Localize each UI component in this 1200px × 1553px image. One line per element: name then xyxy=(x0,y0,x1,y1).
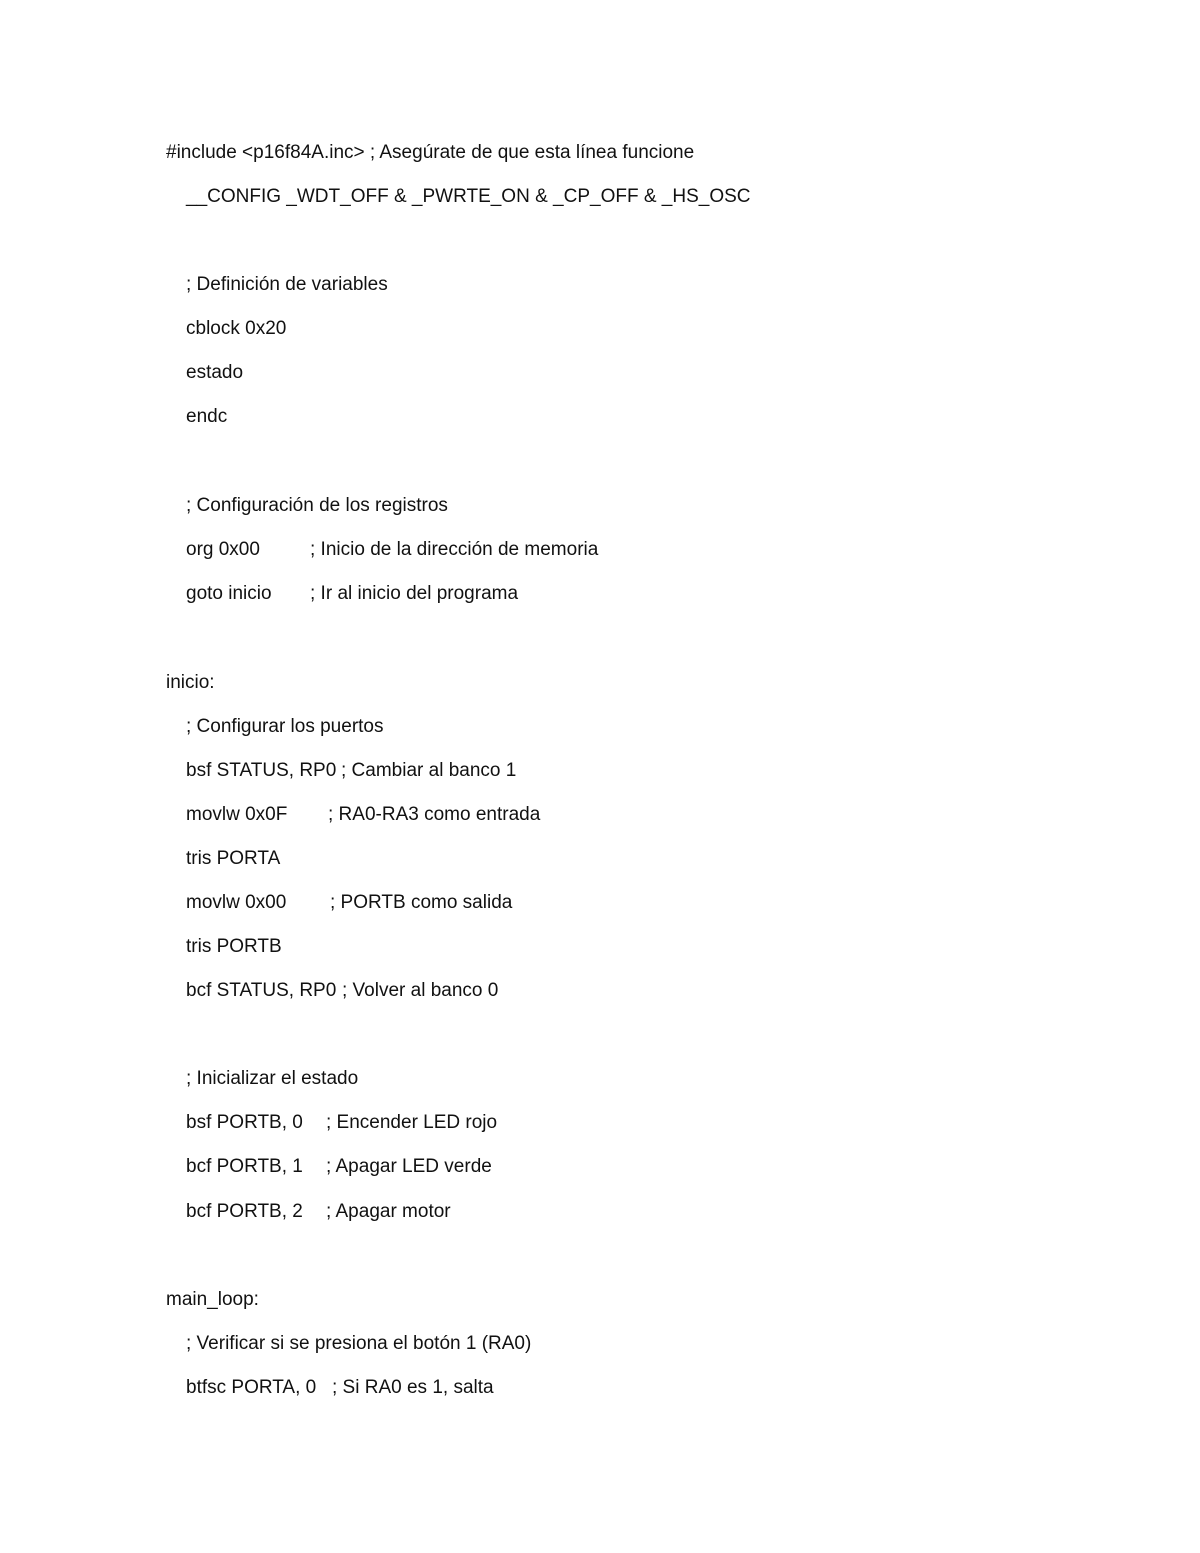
code-line xyxy=(186,1155,492,1179)
line-code: tris PORTA xyxy=(186,848,281,869)
code-line xyxy=(186,1376,494,1400)
line-code: inicio: xyxy=(166,672,215,693)
code-line xyxy=(186,759,517,783)
line-code: bsf PORTB, 0 xyxy=(186,1112,303,1133)
code-line xyxy=(186,538,599,562)
code-line xyxy=(186,891,513,915)
line-comment: ; RA0-RA3 como entrada xyxy=(328,804,541,825)
config-line xyxy=(186,185,751,209)
code-line xyxy=(186,803,541,827)
code-line xyxy=(186,1200,451,1224)
label-line xyxy=(166,1288,259,1312)
line-code: bcf PORTB, 1 xyxy=(186,1156,303,1177)
line-code: movlw 0x0F xyxy=(186,804,288,825)
line-code: org 0x00 xyxy=(186,539,260,560)
comment-line xyxy=(186,273,388,297)
comment-line xyxy=(186,1332,531,1356)
line-code: ; Configuración de los registros xyxy=(186,495,448,516)
line-code: btfsc PORTA, 0 xyxy=(186,1377,317,1398)
line-comment: ; PORTB como salida xyxy=(330,892,513,913)
code-line xyxy=(186,847,280,871)
line-code: cblock 0x20 xyxy=(186,318,287,339)
code-line xyxy=(186,361,243,385)
line-code: ; Definición de variables xyxy=(186,274,388,295)
line-comment: ; Si RA0 es 1, salta xyxy=(332,1377,494,1398)
line-code: bcf STATUS, RP0 xyxy=(186,980,337,1001)
line-code: #include <p16f84A.inc> ; Asegúrate de que esta línea funcione xyxy=(166,142,695,163)
code-line xyxy=(186,317,286,341)
line-code: ; Configurar los puertos xyxy=(186,716,384,737)
line-code: movlw 0x00 xyxy=(186,892,287,913)
line-code: goto inicio xyxy=(186,583,272,604)
comment-line xyxy=(186,1067,358,1091)
line-code: bcf PORTB, 2 xyxy=(186,1201,303,1222)
code-line xyxy=(186,1111,498,1135)
code-line xyxy=(186,405,227,429)
line-code: ; Verificar si se presiona el botón 1 (RA0) xyxy=(186,1333,532,1354)
line-comment: ; Cambiar al banco 1 xyxy=(341,760,517,781)
comment-line xyxy=(186,715,384,739)
line-comment: ; Inicio de la dirección de memoria xyxy=(310,539,599,560)
line-code: main_loop: xyxy=(166,1289,259,1310)
line-code: __CONFIG _WDT_OFF & _PWRTE_ON & _CP_OFF & _HS_OSC xyxy=(186,186,751,207)
code-line xyxy=(186,979,499,1003)
line-comment: ; Ir al inicio del programa xyxy=(310,583,519,604)
line-comment: ; Apagar LED verde xyxy=(326,1156,492,1177)
line-comment: ; Encender LED rojo xyxy=(326,1112,498,1133)
label-line xyxy=(166,671,215,695)
code-line xyxy=(186,935,282,959)
line-comment: ; Volver al banco 0 xyxy=(342,980,499,1001)
line-code: bsf STATUS, RP0 xyxy=(186,760,337,781)
code-line xyxy=(186,582,519,606)
line-code: estado xyxy=(186,362,244,383)
include-line xyxy=(166,141,694,165)
line-code: tris PORTB xyxy=(186,936,282,957)
line-code: endc xyxy=(186,406,228,427)
line-comment: ; Apagar motor xyxy=(326,1201,451,1222)
line-code: ; Inicializar el estado xyxy=(186,1068,359,1089)
comment-line xyxy=(186,494,448,518)
